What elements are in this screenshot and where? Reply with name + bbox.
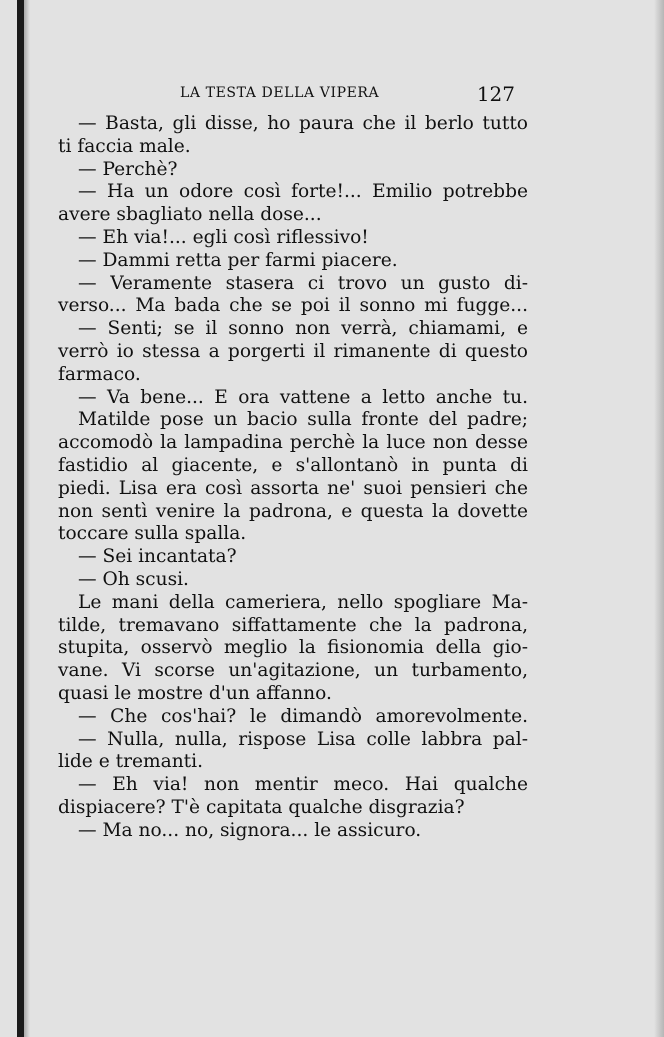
binding-shadow: [24, 0, 30, 1037]
text-line: — Perchè?: [78, 158, 178, 180]
text-line: — Eh via!... egli così riflessivo!: [78, 226, 369, 248]
text-line: — Eh via! non mentir meco. Hai qualche: [78, 774, 528, 796]
text-line: — Che cos'hai? le dimandò amorevolmente.: [78, 705, 528, 727]
text-line: — Basta, gli disse, ho paura che il berlo tutto: [78, 113, 528, 134]
text-line: fastidio al giacente, e s'allontanò in punta di: [58, 454, 528, 476]
text-line: — Sei incantata?: [78, 546, 237, 568]
body-text: [58, 113, 528, 843]
text-line: lide e tremanti.: [58, 751, 204, 773]
text-line: accomodò la lampadina perchè la luce non desse: [58, 432, 528, 454]
text-line: Le mani della cameriera, nello spogliare Ma-: [78, 591, 528, 613]
page-edge-shadow: [654, 0, 664, 1037]
text-line: tilde, tremavano siffattamente che la padrona,: [58, 614, 528, 636]
text-line: stupita, osservò meglio la fisionomia della gio-: [58, 637, 528, 659]
running-title: LA TESTA DELLA VIPERA: [180, 85, 380, 101]
text-line: — Ma no... no, signora... le assicuro.: [78, 819, 422, 841]
text-line: Matilde pose un bacio sulla fronte del padre;: [78, 409, 528, 431]
text-line: — Ha un odore così forte!... Emilio potrebbe: [78, 181, 528, 203]
text-line: vane. Vi scorse un'agitazione, un turbamento,: [58, 660, 528, 682]
text-line: avere sbagliato nella dose...: [58, 204, 322, 226]
text-line: — Nulla, nulla, rispose Lisa colle labbra pal-: [78, 728, 528, 750]
text-line: — Oh scusi.: [78, 568, 189, 590]
text-line: piedi. Lisa era così assorta ne' suoi pensieri che: [58, 477, 528, 499]
text-line: verso... Ma bada che se poi il sonno mi fugge...: [58, 295, 528, 317]
text-line: — Veramente stasera ci trovo un gusto di-: [78, 272, 528, 294]
text-line: — Senti; se il sonno non verrà, chiamami, e: [78, 318, 528, 340]
text-line: quasi le mostre d'un affanno.: [58, 682, 332, 704]
text-line: toccare sulla spalla.: [58, 523, 247, 545]
binding-edge: [17, 0, 24, 1037]
page-number: 127: [476, 82, 515, 106]
text-line: dispiacere? T'è capitata qualche disgrazia?: [58, 796, 465, 818]
text-line: verrò io stessa a porgerti il rimanente di questo: [58, 340, 528, 362]
text-line: non sentì venire la padrona, e questa la dovette: [58, 500, 528, 522]
text-line: — Dammi retta per farmi piacere.: [78, 249, 398, 271]
text-line: farmaco.: [58, 363, 141, 385]
text-line: — Va bene... E ora vattene a letto anche tu.: [78, 386, 528, 408]
text-line: ti faccia male.: [58, 135, 191, 157]
running-head: [180, 82, 515, 106]
